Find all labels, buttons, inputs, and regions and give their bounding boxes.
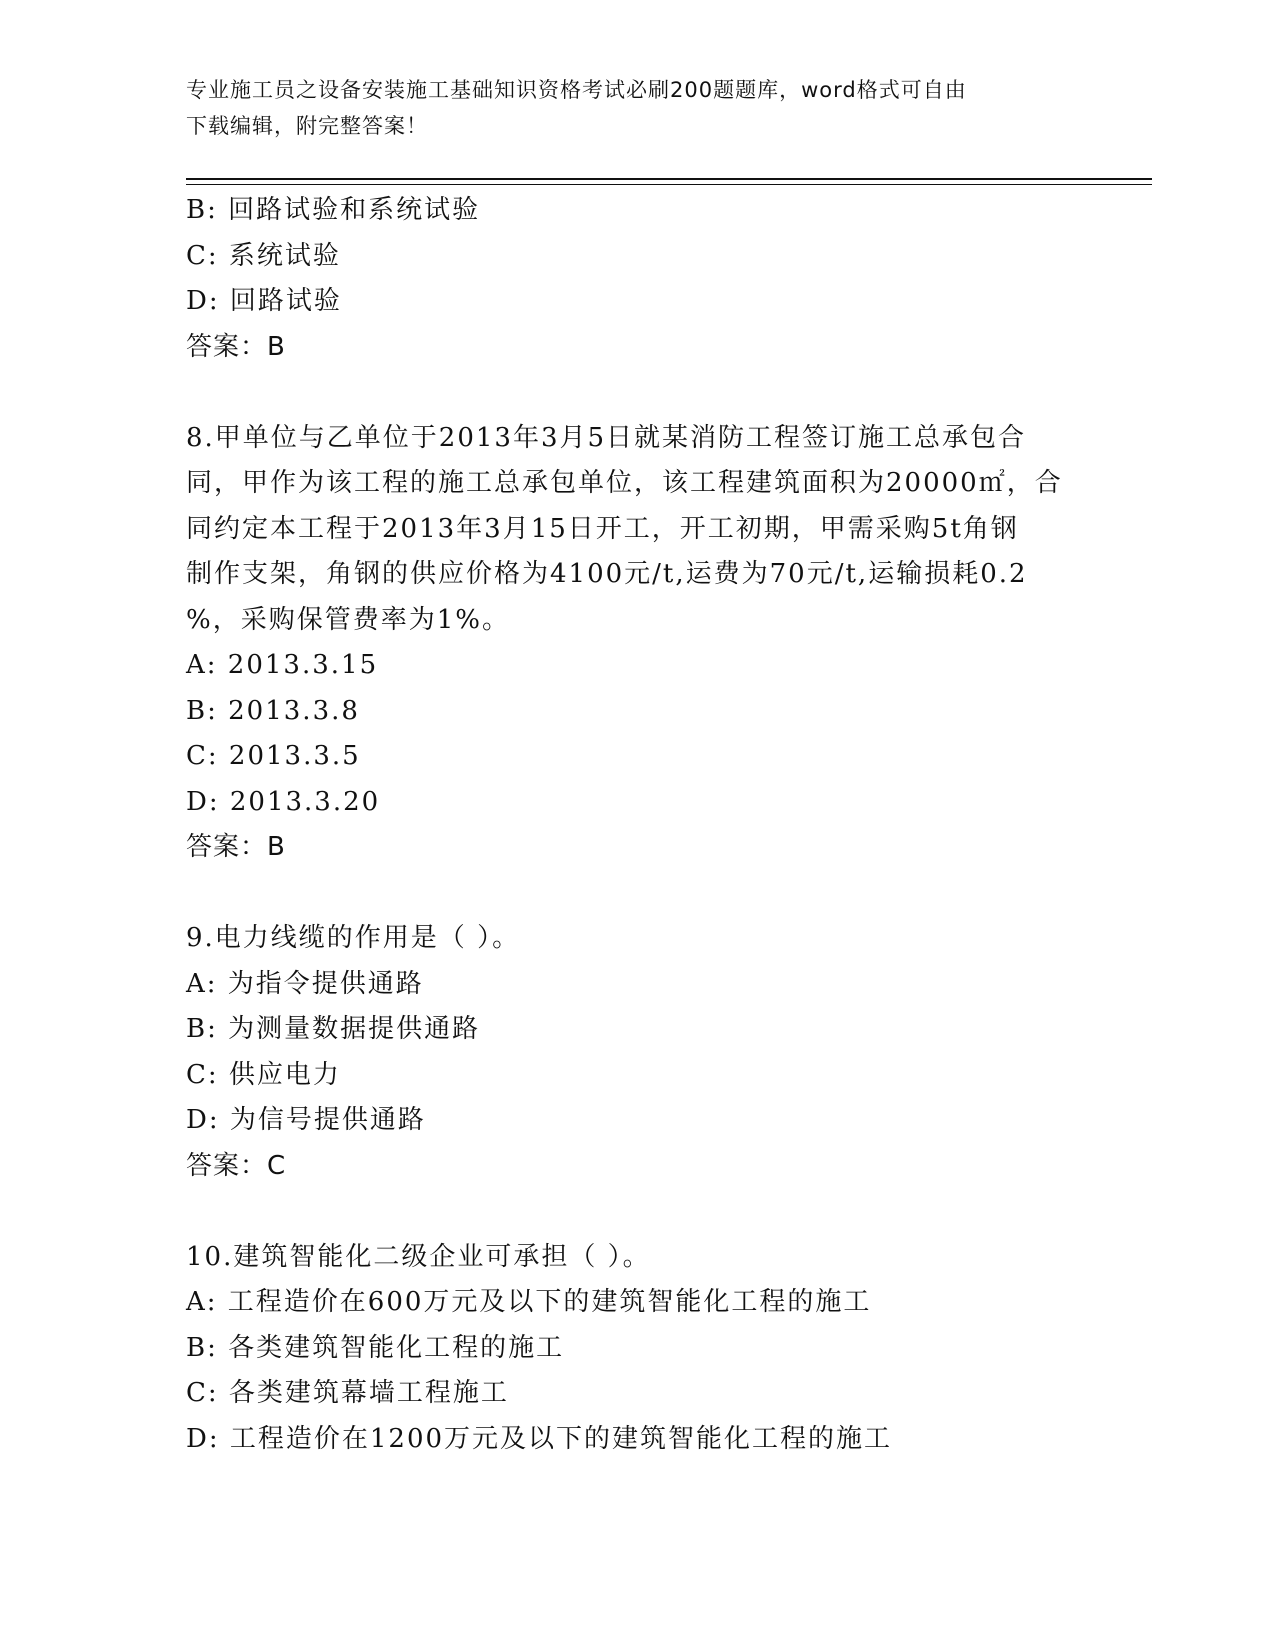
option-c: C: 2013.3.5 <box>186 741 361 771</box>
answer: 答案：C <box>186 1150 287 1181</box>
question-8 <box>186 416 1086 871</box>
question-9 <box>186 916 1086 1189</box>
question-10 <box>186 1235 1086 1463</box>
stem-line: 同约定本工程于2013年3月15日开工，开工初期，甲需采购5t角钢 <box>186 513 1019 544</box>
answer: 答案：B <box>186 832 286 862</box>
stem-line: 同，甲作为该工程的施工总承包单位，该工程建筑面积为20000㎡，合 <box>186 468 1063 498</box>
stem-line: %，采购保管费率为1%。 <box>186 604 510 635</box>
spacer <box>186 871 1086 917</box>
header-line-1: 专业施工员之设备安装施工基础知识资格考试必刷200题题库，word格式可自由 <box>186 78 967 102</box>
question-stem: 9.电力线缆的作用是（ ）。 <box>186 923 521 953</box>
header-line-2: 下载编辑，附完整答案！ <box>186 114 428 138</box>
document-header <box>186 72 1066 144</box>
option-b: B: 回路试验和系统试验 <box>186 195 481 225</box>
answer: 答案：B <box>186 331 286 362</box>
option-d: D: 工程造价在1200万元及以下的建筑智能化工程的施工 <box>186 1423 893 1454</box>
option-d: D: 为信号提供通路 <box>186 1105 426 1135</box>
spacer <box>186 370 1086 416</box>
question-7 <box>186 188 1086 370</box>
question-list <box>186 188 1086 1462</box>
option-a: A: 2013.3.15 <box>186 650 379 680</box>
option-b: B: 为测量数据提供通路 <box>186 1014 481 1044</box>
option-d: D: 回路试验 <box>186 286 342 316</box>
option-a: A: 为指令提供通路 <box>186 968 424 999</box>
stem-line: 8.甲单位与乙单位于2013年3月5日就某消防工程签订施工总承包合 <box>186 422 1027 453</box>
option-c: C: 供应电力 <box>186 1059 341 1090</box>
option-c: C: 各类建筑幕墙工程施工 <box>186 1378 509 1408</box>
option-a: A: 工程造价在600万元及以下的建筑智能化工程的施工 <box>186 1287 872 1317</box>
option-b: B: 各类建筑智能化工程的施工 <box>186 1332 565 1363</box>
option-d: D: 2013.3.20 <box>186 786 381 817</box>
spacer <box>186 1189 1086 1235</box>
option-b: B: 2013.3.8 <box>186 695 360 726</box>
option-c: C: 系统试验 <box>186 240 341 271</box>
question-stem <box>186 416 1086 644</box>
stem-line: 制作支架，角钢的供应价格为4100元/t,运费为70元/t,运输损耗0.2 <box>186 559 1028 589</box>
question-stem: 10.建筑智能化二级企业可承担（ ）。 <box>186 1241 651 1272</box>
header-divider-thick <box>186 178 1152 180</box>
header-divider-thin <box>186 184 1152 185</box>
